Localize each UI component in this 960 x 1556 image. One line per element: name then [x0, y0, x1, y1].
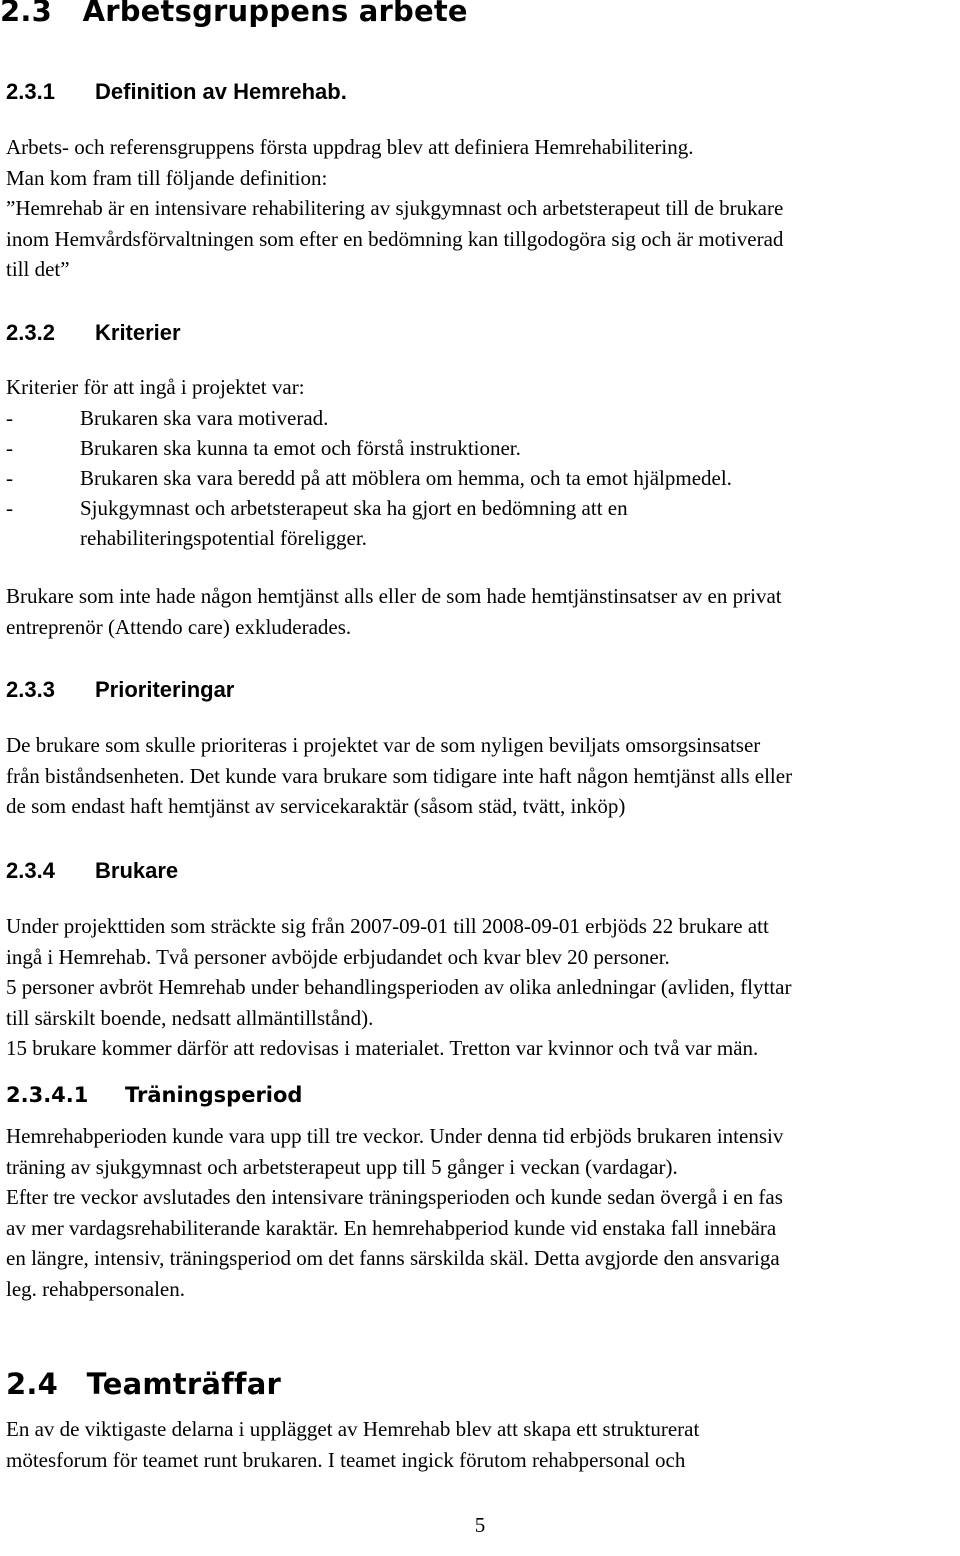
text-line: de som endast haft hemtjänst av servicekaraktär (såsom städ, tvätt, inköp) [6, 794, 626, 818]
criteria-intro [6, 372, 956, 403]
text-line: En av de viktigaste delarna i upplägget av Hemrehab blev att skapa ett strukturerat [6, 1417, 700, 1441]
exclusion-paragraph [6, 581, 956, 642]
page-number: 5 [474, 1513, 486, 1537]
text-line: till det” [6, 257, 70, 281]
text-line: Brukare som inte hade någon hemtjänst alls eller de som hade hemtjänstinsatser av en privat [6, 584, 782, 608]
text-line: Efter tre veckor avslutades den intensivare träningsperioden och kunde sedan övergå i en fas [6, 1185, 783, 1209]
section-heading-2-4 [6, 1367, 281, 1401]
text-line: från biståndsenheten. Det kunde vara brukare som tidigare inte haft någon hemtjänst alls eller [6, 763, 793, 788]
list-marker: - [6, 496, 13, 520]
text-line: entreprenör (Attendo care) exkluderades. [6, 614, 352, 639]
text-line: 5 personer avbröt Hemrehab under behandlingsperioden av olika anledningar (avliden, flyttar [6, 975, 792, 999]
text-line: Kriterier för att ingå i projektet var: [6, 375, 305, 399]
section-title: Teamträffar [86, 1367, 282, 1401]
text-line: träning av sjukgymnast och arbetsterapeut upp till 5 gånger i veckan (vardagar). [6, 1154, 678, 1179]
section-title: Arbetsgruppens arbete [82, 0, 468, 28]
team-meetings-paragraph [6, 1414, 956, 1475]
list-item: Brukaren ska kunna ta emot och förstå instruktioner. [80, 436, 521, 460]
list-item: Brukaren ska vara motiverad. [80, 406, 329, 430]
list-marker: - [6, 406, 13, 430]
section-number: 2.3 [0, 0, 52, 28]
list-marker: - [6, 466, 13, 490]
section-title: Definition av Hemrehab. [95, 79, 347, 104]
section-number: 2.3.4 [6, 858, 55, 883]
section-number: 2.3.1 [6, 79, 55, 104]
section-number: 2.4 [6, 1367, 58, 1401]
section-number: 2.3.3 [6, 677, 55, 702]
training-paragraph [6, 1121, 956, 1304]
section-title: Träningsperiod [125, 1083, 303, 1107]
section-heading-2-3-1 [6, 79, 347, 105]
section-number: 2.3.2 [6, 320, 55, 345]
section-heading-2-3-2 [6, 320, 181, 346]
section-title: Prioriteringar [95, 677, 235, 702]
section-heading-2-3-4-1 [6, 1083, 302, 1107]
list-marker: - [6, 436, 13, 460]
text-line: leg. rehabpersonalen. [6, 1276, 186, 1301]
text-line: till särskilt boende, nedsatt allmäntillstånd). [6, 1005, 374, 1030]
text-line: ”Hemrehab är en intensivare rehabilitering av sjukgymnast och arbetsterapeut till de brukare [6, 196, 784, 220]
section-number: 2.3.4.1 [6, 1083, 89, 1107]
text-line: Under projekttiden som sträckte sig från 2007-09-01 till 2008-09-01 erbjöds 22 brukare att [6, 914, 769, 938]
section-title: Brukare [95, 858, 179, 883]
text-line: Man kom fram till följande definition: [6, 165, 328, 190]
priority-paragraph [6, 730, 956, 822]
text-line: ingå i Hemrehab. Två personer avböjde erbjudandet och kvar blev 20 personer. [6, 944, 670, 969]
text-line: De brukare som skulle prioriteras i projektet var de som nyligen beviljats omsorgsinsatser [6, 733, 761, 757]
definition-paragraph [6, 132, 956, 285]
section-heading-2-3-3 [6, 677, 234, 703]
section-heading-2-3 [0, 0, 468, 28]
text-line: av mer vardagsrehabiliterande karaktär. En hemrehabperiod kunde vid enstaka fall innebära [6, 1215, 777, 1240]
section-title: Kriterier [95, 320, 181, 345]
text-line: mötesforum för teamet runt brukaren. I teamet ingick förutom rehabpersonal och [6, 1447, 686, 1472]
list-item-continuation: rehabiliteringspotential föreligger. [80, 526, 367, 550]
text-line: en längre, intensiv, träningsperiod om det fanns särskilda skäl. Detta avgjorde den ansvariga [6, 1246, 780, 1270]
text-line: 15 brukare kommer därför att redovisas i materialet. Tretton var kvinnor och två var män. [6, 1036, 759, 1060]
users-paragraph [6, 911, 956, 1064]
list-item: Sjukgymnast och arbetsterapeut ska ha gjort en bedömning att en [80, 496, 628, 520]
text-line: inom Hemvårdsförvaltningen som efter en bedömning kan tillgodogöra sig och är motiverad [6, 226, 784, 251]
section-heading-2-3-4 [6, 858, 178, 884]
text-line: Arbets- och referensgruppens första uppdrag blev att definiera Hemrehabilitering. [6, 135, 694, 159]
text-line: Hemrehabperioden kunde vara upp till tre veckor. Under denna tid erbjöds brukaren intensiv [6, 1124, 784, 1148]
list-item: Brukaren ska vara beredd på att möblera om hemma, och ta emot hjälpmedel. [80, 466, 732, 490]
